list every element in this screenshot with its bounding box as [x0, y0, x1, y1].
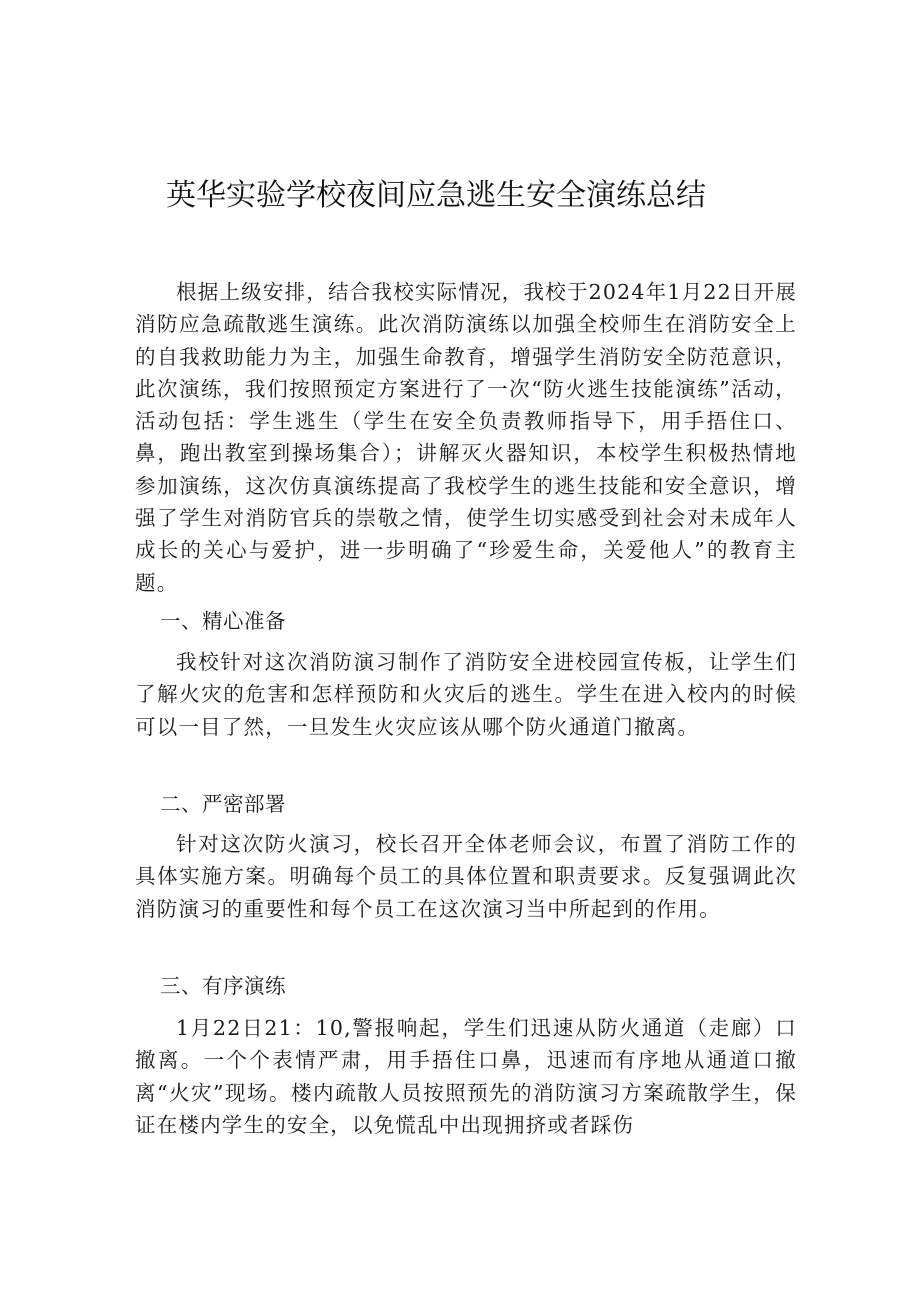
section-paragraph-preparation: 我校针对这次消防演习制作了消防安全进校园宣传板，让学生们了解火灾的危害和怎样预防和火灾后的逃生。学生在进入校内的时候可以一目了然，一旦发生火灾应该从哪个防火通道门撤离。	[135, 650, 797, 739]
intro-paragraph: 根据上级安排，结合我校实际情况，我校于2024年1月22日开展消防应急疏散逃生演练。此次消防演练以加强全校师生在消防安全上的自我救助能力为主，加强生命教育，增强学生消防安全防范意识，此次演练，我们按照预定方案进行了一次“防火逃生技能演练”活动，活动包括：学生逃生（学生在安全负责教师指导下，用手捂住口、鼻，跑出教室到操场集合）；讲解灭火器知识，本校学生积极热情地参加演练，这次仿真演练提高了我校学生的逃生技能和安全意识，增强了学生对消防官兵的崇敬之情，使学生切实感受到社会对未成年人成长的关心与爱护，进一步明确了“珍爱生命，关爱他人”的教育主题。	[135, 280, 797, 595]
section-paragraph-drill: 1月22日21：10,警报响起，学生们迅速从防火通道（走廊）口撤离。一个个表情严肃，用手捂住口鼻，迅速而有序地从通道口撤离“火灾”现场。楼内疏散人员按照预先的消防演习方案疏散学生，保证在楼内学生的安全，以免慌乱中出现拥挤或者踩伤	[135, 1016, 797, 1137]
section-paragraph-deployment: 针对这次防火演习，校长召开全体老师会议，布置了消防工作的具体实施方案。明确每个员工的具体位置和职责要求。反复强调此次消防演习的重要性和每个员工在这次演习当中所起到的作用。	[135, 832, 797, 921]
document-title: 英华实验学校夜间应急逃生安全演练总结	[166, 178, 706, 213]
section-heading-deployment: 二、严密部署	[160, 792, 286, 816]
section-heading-drill: 三、有序演练	[160, 974, 286, 998]
section-heading-preparation: 一、精心准备	[160, 609, 286, 633]
